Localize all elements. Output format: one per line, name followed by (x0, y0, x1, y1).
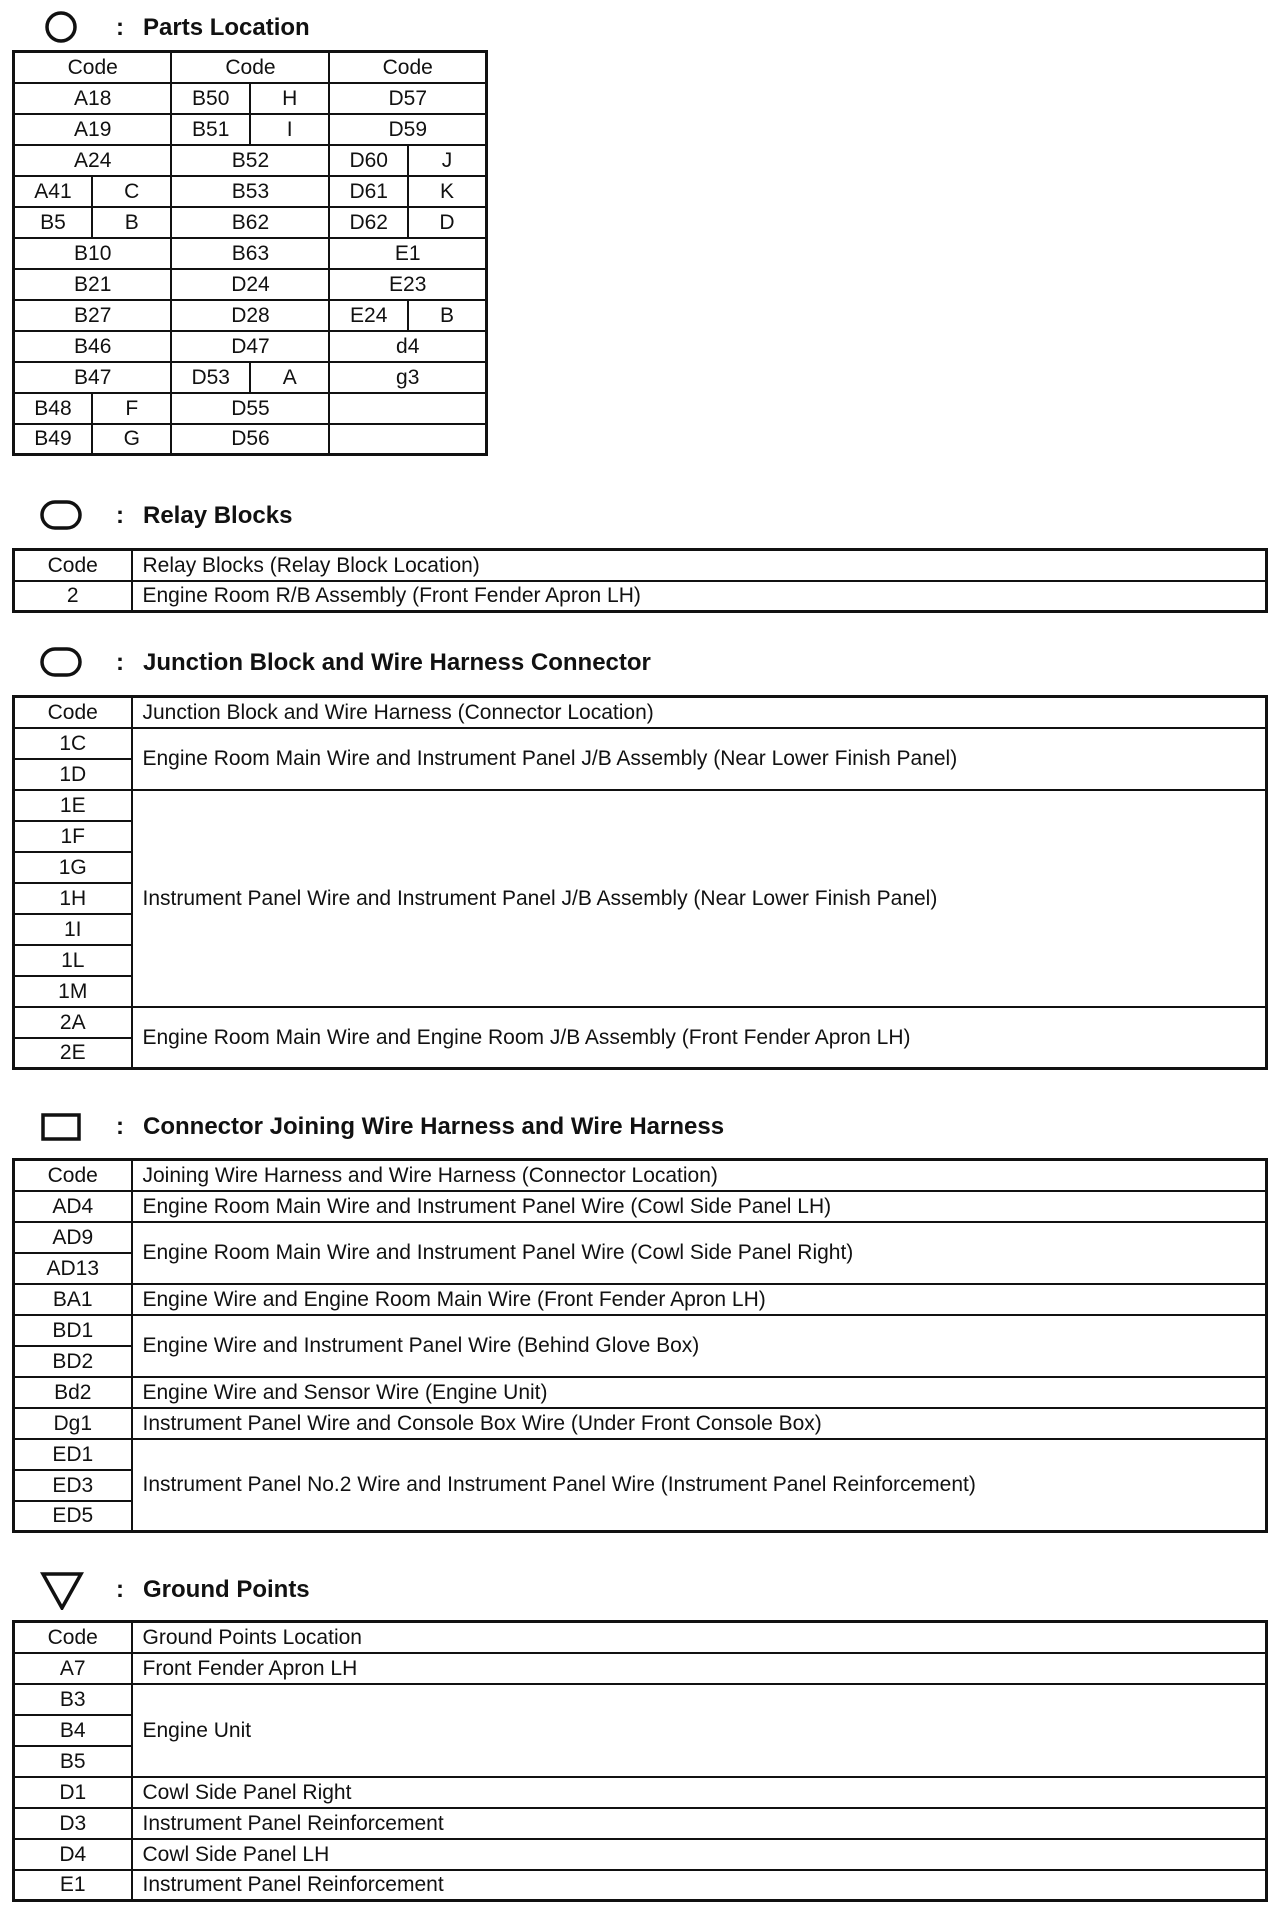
code-cell: 1G (14, 852, 132, 883)
table-row (14, 1222, 1267, 1253)
part-code-cell: D60 (329, 145, 407, 176)
code-cell: BD2 (14, 1346, 132, 1377)
part-code-cell: B52 (171, 145, 329, 176)
part-code-cell: B63 (171, 238, 329, 269)
table-row (14, 83, 487, 114)
part-sub-code-cell: A (250, 362, 330, 393)
table-row (14, 790, 1267, 821)
code-cell: 1D (14, 759, 132, 790)
part-code-cell: B53 (171, 176, 329, 207)
code-cell: 1L (14, 945, 132, 976)
code-cell: D1 (14, 1777, 132, 1808)
table-row (14, 331, 487, 362)
table-row (14, 1684, 1267, 1715)
part-code-cell: B46 (14, 331, 172, 362)
code-column-header: Code (14, 1622, 132, 1653)
table-row (14, 1315, 1267, 1346)
part-code-cell: B21 (14, 269, 172, 300)
code-cell: 2A (14, 1007, 132, 1038)
table-row (14, 1808, 1267, 1839)
part-code-cell: B50 (171, 83, 249, 114)
part-sub-code-cell: D (408, 207, 487, 238)
part-code-cell: D47 (171, 331, 329, 362)
section-title: Ground Points (143, 1576, 310, 1603)
part-code-cell: D59 (329, 114, 486, 145)
header-row (14, 697, 1267, 728)
location-cell: Engine Room R/B Assembly (Front Fender Apron LH) (132, 581, 1267, 612)
section-title: Parts Location (143, 14, 310, 41)
location-cell: Engine Room Main Wire and Instrument Panel Wire (Cowl Side Panel LH) (132, 1191, 1267, 1222)
part-code-cell: D28 (171, 300, 329, 331)
part-code-cell: D62 (329, 207, 407, 238)
code-cell: 1E (14, 790, 132, 821)
part-sub-code-cell: G (92, 424, 172, 455)
code-cell: 1C (14, 728, 132, 759)
location-cell: Engine Wire and Engine Room Main Wire (Front Fender Apron LH) (132, 1284, 1267, 1315)
code-cell: BD1 (14, 1315, 132, 1346)
colon: : (116, 649, 124, 676)
part-code-cell: D57 (329, 83, 486, 114)
part-code-cell: A19 (14, 114, 172, 145)
part-code-cell: d4 (329, 331, 486, 362)
location-cell: Instrument Panel Wire and Console Box Wire (Under Front Console Box) (132, 1408, 1267, 1439)
part-code-cell: B5 (14, 207, 92, 238)
location-column-header: Ground Points Location (132, 1622, 1267, 1653)
location-column-header: Junction Block and Wire Harness (Connector Location) (132, 697, 1267, 728)
part-code-cell: E24 (329, 300, 407, 331)
code-cell: ED3 (14, 1470, 132, 1501)
table-row (14, 1284, 1267, 1315)
table-row (14, 424, 487, 455)
part-sub-code-cell: I (250, 114, 330, 145)
location-cell: Instrument Panel Reinforcement (132, 1870, 1267, 1901)
part-code-cell: D24 (171, 269, 329, 300)
location-cell: Engine Room Main Wire and Instrument Panel Wire (Cowl Side Panel Right) (132, 1222, 1267, 1284)
part-code-cell: B27 (14, 300, 172, 331)
part-code-cell: E1 (329, 238, 486, 269)
table-row (14, 114, 487, 145)
table-row (14, 269, 487, 300)
location-cell: Instrument Panel Reinforcement (132, 1808, 1267, 1839)
rounded-oval-icon (40, 496, 86, 536)
code-cell: D4 (14, 1839, 132, 1870)
table-row (14, 362, 487, 393)
part-code-cell: B10 (14, 238, 172, 269)
code-cell: 2E (14, 1038, 132, 1069)
code-column-header: Code (14, 697, 132, 728)
part-code-cell: D56 (171, 424, 329, 455)
table-row (14, 145, 487, 176)
table-row (14, 1653, 1267, 1684)
table-row (14, 1377, 1267, 1408)
part-code-cell: D53 (171, 362, 249, 393)
part-code-cell: B51 (171, 114, 249, 145)
table-row (14, 393, 487, 424)
column-header: Code (329, 52, 486, 83)
colon: : (116, 1576, 124, 1603)
location-cell: Cowl Side Panel LH (132, 1839, 1267, 1870)
code-cell: B4 (14, 1715, 132, 1746)
code-cell: B3 (14, 1684, 132, 1715)
header-row (14, 52, 487, 83)
table-row (14, 176, 487, 207)
part-code-cell: E23 (329, 269, 486, 300)
part-code-cell: D61 (329, 176, 407, 207)
code-cell: D3 (14, 1808, 132, 1839)
part-code-cell: g3 (329, 362, 486, 393)
section-title: Relay Blocks (143, 502, 293, 529)
part-code-cell (329, 393, 486, 424)
location-column-header: Relay Blocks (Relay Block Location) (132, 550, 1267, 581)
code-cell: 2 (14, 581, 132, 612)
table-row (14, 300, 487, 331)
code-cell: BA1 (14, 1284, 132, 1315)
table-row (14, 1007, 1267, 1038)
section-title: Junction Block and Wire Harness Connector (143, 649, 651, 676)
table-row (14, 1439, 1267, 1470)
table-row (14, 238, 487, 269)
part-sub-code-cell: K (408, 176, 487, 207)
part-code-cell: A41 (14, 176, 92, 207)
code-cell: ED5 (14, 1501, 132, 1532)
code-cell: ED1 (14, 1439, 132, 1470)
part-sub-code-cell: F (92, 393, 172, 424)
code-cell: A7 (14, 1653, 132, 1684)
colon: : (116, 1113, 124, 1140)
location-cell: Engine Unit (132, 1684, 1267, 1777)
code-column-header: Code (14, 550, 132, 581)
table-row (14, 1839, 1267, 1870)
header-row (14, 1622, 1267, 1653)
header-row (14, 1160, 1267, 1191)
triangle-down-icon (40, 1570, 86, 1610)
code-cell: AD4 (14, 1191, 132, 1222)
part-sub-code-cell: H (250, 83, 330, 114)
code-cell: E1 (14, 1870, 132, 1901)
section-title: Connector Joining Wire Harness and Wire Harness (143, 1113, 725, 1140)
table-row (14, 581, 1267, 612)
part-code-cell: D55 (171, 393, 329, 424)
location-cell: Cowl Side Panel Right (132, 1777, 1267, 1808)
table-row (14, 1870, 1267, 1901)
relay-blocks-table (12, 548, 1268, 613)
parts-location-table (12, 50, 488, 456)
rectangle-icon (40, 1107, 86, 1147)
table-row (14, 207, 487, 238)
part-sub-code-cell: J (408, 145, 487, 176)
table-row (14, 728, 1267, 759)
location-cell: Instrument Panel Wire and Instrument Panel J/B Assembly (Near Lower Finish Panel) (132, 790, 1267, 1007)
code-cell: B5 (14, 1746, 132, 1777)
colon: : (116, 14, 124, 41)
table-row (14, 1777, 1267, 1808)
column-header: Code (14, 52, 172, 83)
colon: : (116, 502, 124, 529)
part-sub-code-cell: B (92, 207, 172, 238)
code-cell: 1M (14, 976, 132, 1007)
code-cell: Dg1 (14, 1408, 132, 1439)
rounded-oval-icon (40, 643, 86, 683)
header-row (14, 550, 1267, 581)
column-header: Code (171, 52, 329, 83)
location-cell: Engine Room Main Wire and Engine Room J/B Assembly (Front Fender Apron LH) (132, 1007, 1267, 1069)
code-column-header: Code (14, 1160, 132, 1191)
table-row (14, 1408, 1267, 1439)
code-cell: 1H (14, 883, 132, 914)
part-code-cell (329, 424, 486, 455)
location-cell: Engine Room Main Wire and Instrument Panel J/B Assembly (Near Lower Finish Panel) (132, 728, 1267, 790)
part-sub-code-cell: C (92, 176, 172, 207)
circle-icon (40, 8, 86, 48)
part-code-cell: A18 (14, 83, 172, 114)
part-code-cell: B49 (14, 424, 92, 455)
junction-block-table (12, 695, 1268, 1070)
code-cell: AD9 (14, 1222, 132, 1253)
part-code-cell: B62 (171, 207, 329, 238)
location-column-header: Joining Wire Harness and Wire Harness (Connector Location) (132, 1160, 1267, 1191)
connector-joining-table (12, 1158, 1268, 1533)
code-cell: 1F (14, 821, 132, 852)
part-code-cell: A24 (14, 145, 172, 176)
part-sub-code-cell: B (408, 300, 487, 331)
code-cell: 1I (14, 914, 132, 945)
location-cell: Engine Wire and Instrument Panel Wire (Behind Glove Box) (132, 1315, 1267, 1377)
location-cell: Engine Wire and Sensor Wire (Engine Unit) (132, 1377, 1267, 1408)
ground-points-table (12, 1620, 1268, 1902)
location-cell: Instrument Panel No.2 Wire and Instrument Panel Wire (Instrument Panel Reinforcement) (132, 1439, 1267, 1532)
code-cell: Bd2 (14, 1377, 132, 1408)
table-row (14, 1191, 1267, 1222)
part-code-cell: B48 (14, 393, 92, 424)
location-cell: Front Fender Apron LH (132, 1653, 1267, 1684)
part-code-cell: B47 (14, 362, 172, 393)
code-cell: AD13 (14, 1253, 132, 1284)
